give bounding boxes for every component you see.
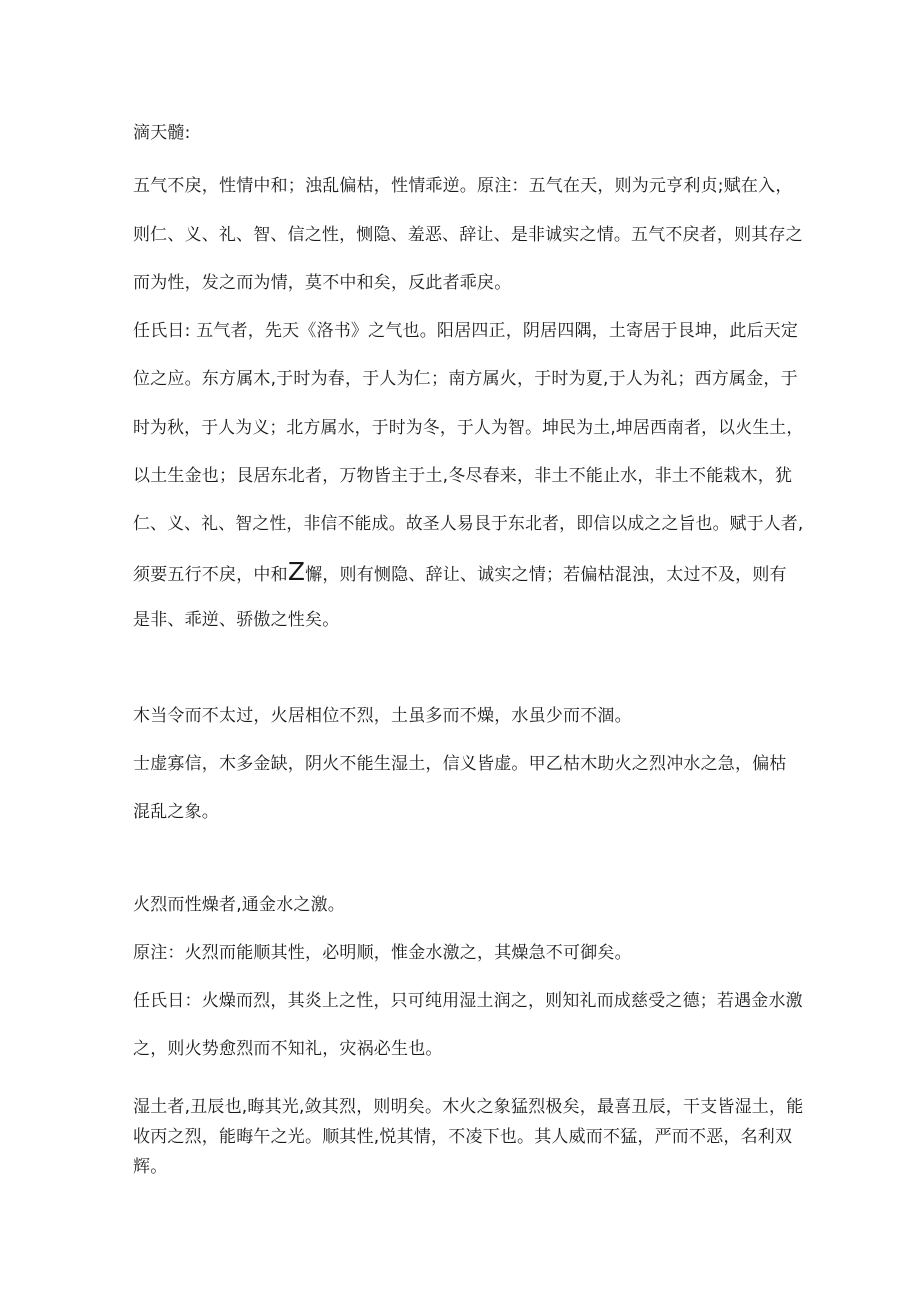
paragraph-line: 之，则火势愈烈而不知礼，灾祸必生也。: [133, 1039, 443, 1059]
paragraph-line: 木当令而不太过，火居相位不烈，土虽多而不燥，水虽少而不涸。: [133, 706, 632, 726]
paragraph-line: 任氏日：火燥而烈，其炎上之性，只可纯用湿土润之，则知礼而成慈受之德；若遇金水激: [133, 991, 803, 1011]
paragraph-line: 而为性，发之而为情，莫不中和矣，反此者乖戾。: [133, 273, 512, 293]
line-segment: 懈，则有恻隐、辞让、诚实之情；若偏枯混浊，太过不及，则有: [305, 565, 787, 585]
paragraph-line: 士虚寡信，木多金缺，阴火不能生湿土，信义皆虚。甲乙枯木助火之烈冲水之急，偏枯: [133, 754, 787, 774]
paragraph-line: 位之应。东方属木,于时为春，于人为仁；南方属火，于时为夏,于人为礼；西方属金，于: [133, 369, 798, 389]
paragraph-line: 则仁、义、礼、智、信之性，恻隐、羞恶、辞让、是非诚实之情。五气不戾者，则其存之: [133, 225, 803, 245]
paragraph-line: 是非、乖逆、骄傲之性矣。: [133, 610, 340, 630]
paragraph-line: 仁、义、礼、智之性，非信不能成。故圣人易艮于东北者，即信以成之之旨也。赋于人者,: [133, 514, 804, 534]
paragraph-line: 任氏日: 五气者，先天《洛书》之气也。阳居四正，阴居四隅，土寄居于艮坤，此后天定: [133, 321, 799, 341]
paragraph-line: 五气不戾，性情中和；浊乱偏枯，性情乖逆。原注：五气在天，则为元亨利贞;赋在入，: [133, 176, 793, 196]
line-segment: 须要五行不戾，中和: [133, 565, 288, 585]
paragraph-line: 以土生金也；艮居东北者，万物皆主于土,冬尽春来，非土不能止水，非土不能栽木，犹: [133, 466, 793, 486]
paragraph-line: [133, 557, 803, 587]
paragraph-line: 时为秋，于人为义；北方属水，于时为冬，于人为智。坤民为土,坤居西南者，以火生土，: [133, 418, 804, 438]
paragraph-line: 湿土者,丑辰也,晦其光,敛其烈，则明矣。木火之象猛烈极矣，最喜丑辰，干支皆湿土，能: [133, 1097, 804, 1117]
paragraph-line: 混乱之象。: [133, 802, 219, 822]
paragraph-line: 原注：火烈而能顺其性，必明顺，惟金水激之，其燥急不可御矣。: [133, 943, 632, 963]
paragraph-line: 辉。: [133, 1157, 168, 1177]
doc-title: 滴天髓:: [133, 123, 191, 143]
large-glyph: Z: [287, 557, 306, 586]
paragraph-line: 火烈而性燥者,通金水之激。: [133, 895, 346, 915]
paragraph-line: 收丙之烈，能晦午之光。顺其性,悦其情，不凌下也。其人威而不猛，严而不恶，名利双: [133, 1127, 793, 1147]
